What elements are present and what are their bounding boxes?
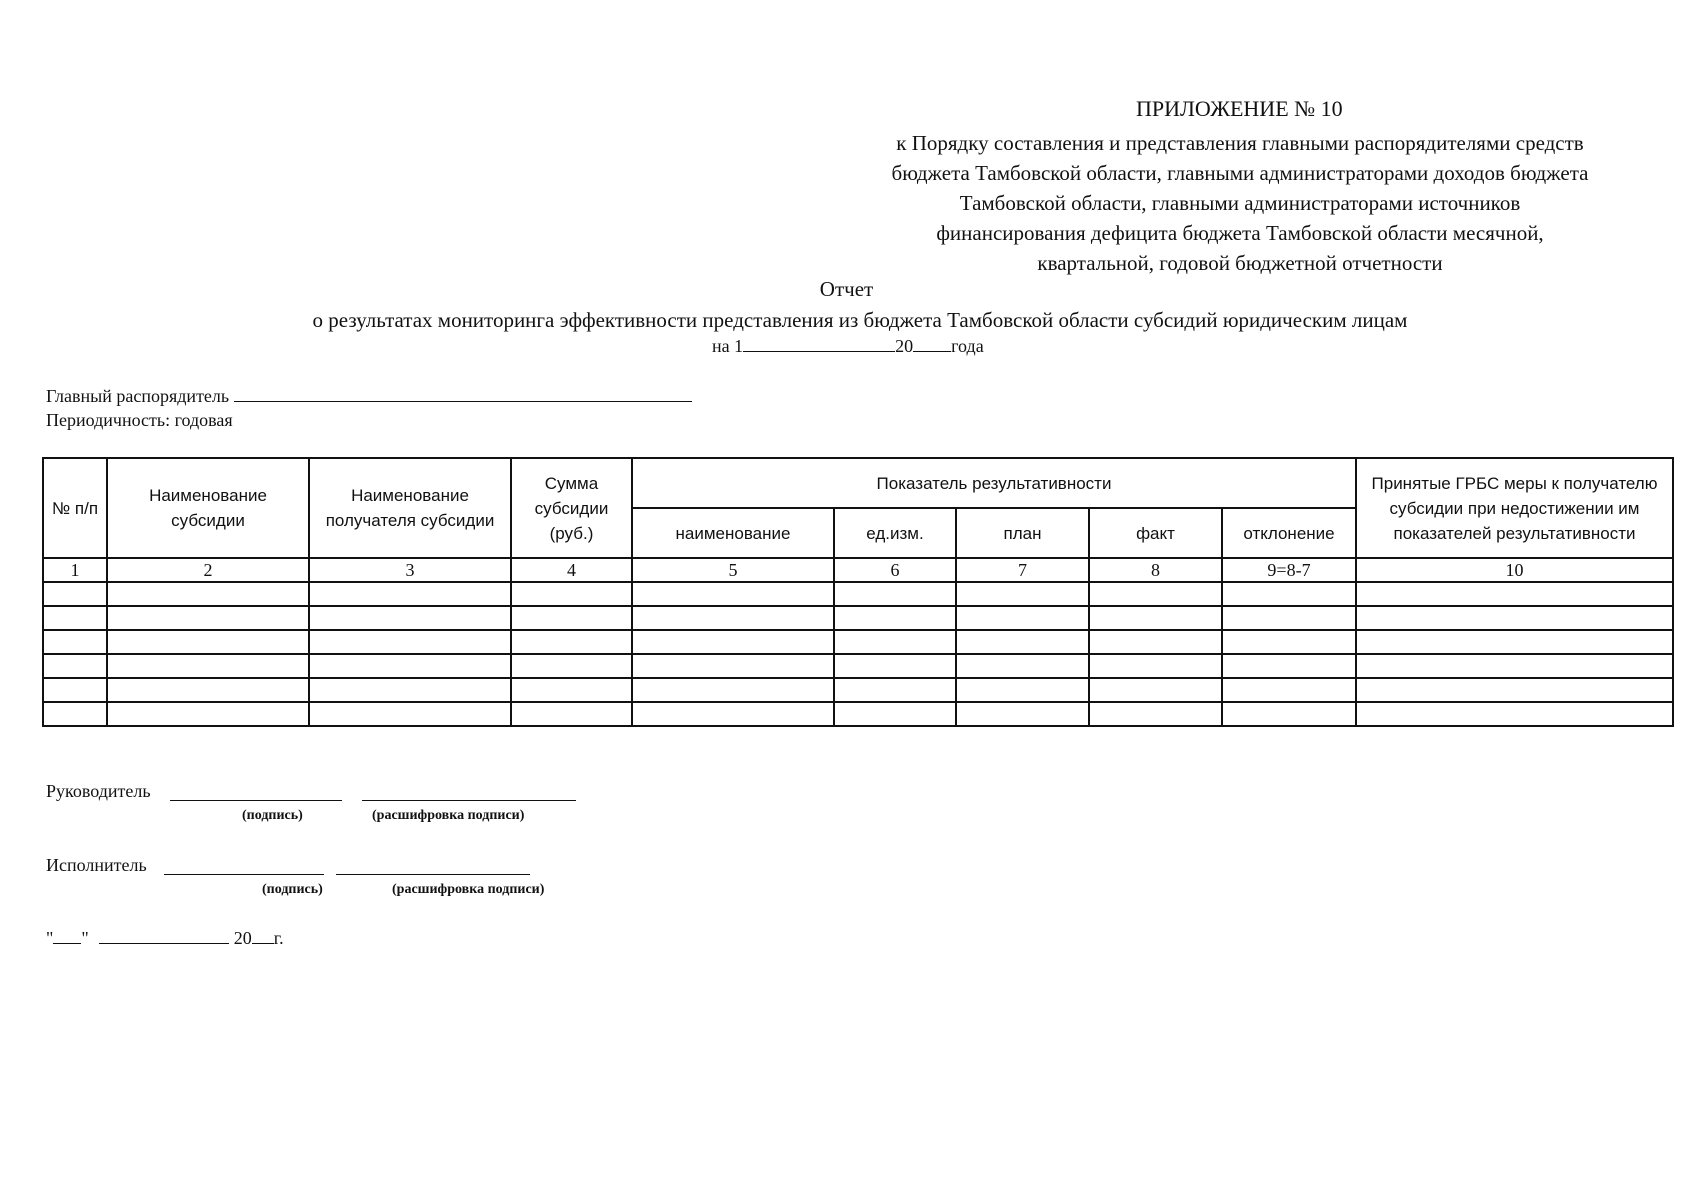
header-deviation: отклонение	[1222, 508, 1356, 558]
table-body	[43, 582, 1673, 726]
table-cell[interactable]	[1089, 630, 1222, 654]
table-row	[43, 582, 1673, 606]
table-cell[interactable]	[43, 702, 107, 726]
report-table	[42, 457, 1674, 727]
table-cell[interactable]	[107, 654, 309, 678]
table-row	[43, 654, 1673, 678]
column-number: 4	[511, 558, 632, 582]
table-cell[interactable]	[511, 582, 632, 606]
table-cell[interactable]	[1222, 702, 1356, 726]
date-year-field[interactable]	[913, 336, 951, 352]
table-row	[43, 702, 1673, 726]
column-number: 8	[1089, 558, 1222, 582]
header-unit: ед.изм.	[834, 508, 956, 558]
header-plan: план	[956, 508, 1089, 558]
head-signature-field[interactable]	[170, 800, 342, 801]
executor-signature-field[interactable]	[164, 874, 324, 875]
annex-line: к Порядку составления и представления главными распорядителями средств	[896, 131, 1584, 155]
table-cell[interactable]	[956, 702, 1089, 726]
table-cell[interactable]	[632, 678, 834, 702]
table-cell[interactable]	[43, 582, 107, 606]
table-cell[interactable]	[632, 630, 834, 654]
table-cell[interactable]	[43, 606, 107, 630]
table-cell[interactable]	[1356, 630, 1673, 654]
main-manager-label: Главный распорядитель	[46, 386, 230, 406]
date-year: 20	[233, 928, 252, 948]
table-cell[interactable]	[1089, 582, 1222, 606]
table-cell[interactable]	[43, 678, 107, 702]
column-number: 3	[309, 558, 511, 582]
table-cell[interactable]	[956, 606, 1089, 630]
table-cell[interactable]	[1356, 654, 1673, 678]
table-cell[interactable]	[1222, 606, 1356, 630]
report-date-suffix: года	[951, 336, 984, 356]
table-cell[interactable]	[956, 678, 1089, 702]
table-cell[interactable]	[834, 702, 956, 726]
table-cell[interactable]	[632, 606, 834, 630]
table-cell[interactable]	[834, 582, 956, 606]
table-cell[interactable]	[511, 606, 632, 630]
table-cell[interactable]	[107, 630, 309, 654]
table-cell[interactable]	[1089, 654, 1222, 678]
table-cell[interactable]	[1089, 702, 1222, 726]
executor-decode-caption: (расшифровка подписи)	[392, 882, 545, 897]
date-line	[46, 928, 284, 949]
periodicity: Периодичность: годовая	[46, 410, 233, 430]
table-cell[interactable]	[511, 654, 632, 678]
table-cell[interactable]	[1356, 606, 1673, 630]
header-measures: Принятые ГРБС меры к получателю субсидии при недостижении им показателей результативности	[1356, 458, 1673, 558]
table-cell[interactable]	[632, 702, 834, 726]
table-cell[interactable]	[309, 702, 511, 726]
table-cell[interactable]	[1356, 678, 1673, 702]
table-cell[interactable]	[1089, 606, 1222, 630]
header-recipient-name: Наименование получателя субсидии	[309, 458, 511, 558]
table-row	[43, 630, 1673, 654]
table-cell[interactable]	[834, 654, 956, 678]
date-day-field[interactable]	[53, 928, 81, 944]
table-cell[interactable]	[1089, 678, 1222, 702]
table-cell[interactable]	[43, 654, 107, 678]
column-number: 7	[956, 558, 1089, 582]
table-cell[interactable]	[956, 630, 1089, 654]
report-title: Отчет	[819, 277, 874, 301]
head-label: Руководитель	[46, 781, 151, 801]
table-cell[interactable]	[107, 702, 309, 726]
column-number: 1	[43, 558, 107, 582]
table-cell[interactable]	[107, 582, 309, 606]
header-indicator-name: наименование	[632, 508, 834, 558]
executor-sign-caption: (подпись)	[262, 882, 323, 897]
table-cell[interactable]	[43, 630, 107, 654]
header-fact: факт	[1089, 508, 1222, 558]
table-cell[interactable]	[632, 582, 834, 606]
table-row	[43, 606, 1673, 630]
table-cell[interactable]	[834, 606, 956, 630]
table-cell[interactable]	[1222, 582, 1356, 606]
annex-title: ПРИЛОЖЕНИЕ № 10	[1136, 96, 1343, 121]
table-cell[interactable]	[632, 654, 834, 678]
date-year-field[interactable]	[252, 928, 274, 944]
annex-line: бюджета Тамбовской области, главными администраторами доходов бюджета	[891, 161, 1589, 185]
main-manager-line	[46, 386, 692, 407]
header-indicator: Показатель результативности	[632, 458, 1356, 508]
date-day-month-field[interactable]	[743, 336, 895, 352]
quote-close: "	[81, 928, 89, 948]
table-cell[interactable]	[511, 630, 632, 654]
header-amount: Сумма субсидии (руб.)	[511, 458, 632, 558]
header-num: № п/п	[43, 458, 107, 558]
table-cell[interactable]	[956, 654, 1089, 678]
annex-line: квартальной, годовой бюджетной отчетности	[1037, 251, 1443, 275]
table-cell[interactable]	[956, 582, 1089, 606]
executor-label: Исполнитель	[46, 855, 147, 875]
table-cell[interactable]	[834, 630, 956, 654]
table-row	[43, 678, 1673, 702]
report-subtitle: о результатах мониторинга эффективности представления из бюджета Тамбовской области субсидий юридическим лицам	[312, 308, 1408, 332]
head-decode-field[interactable]	[362, 800, 576, 801]
table-cell[interactable]	[1222, 630, 1356, 654]
header-subsidy-name: Наименование субсидии	[107, 458, 309, 558]
report-date	[712, 336, 984, 357]
annex-line: финансирования дефицита бюджета Тамбовской области месячной,	[936, 221, 1544, 245]
head-decode-caption: (расшифровка подписи)	[372, 808, 525, 823]
quote-open: "	[46, 928, 54, 948]
table-cell[interactable]	[309, 582, 511, 606]
date-month-field[interactable]	[99, 928, 229, 944]
table-cell[interactable]	[1222, 678, 1356, 702]
table-cell[interactable]	[511, 702, 632, 726]
table-cell[interactable]	[1356, 702, 1673, 726]
annex-line: Тамбовской области, главными администраторами источников	[959, 191, 1521, 215]
table-cell[interactable]	[309, 630, 511, 654]
table-cell[interactable]	[107, 606, 309, 630]
table-cell[interactable]	[1222, 654, 1356, 678]
date-suffix: г.	[273, 928, 284, 948]
table-cell[interactable]	[511, 678, 632, 702]
annex-description	[820, 128, 1660, 278]
column-number: 5	[632, 558, 834, 582]
column-number: 2	[107, 558, 309, 582]
table-cell[interactable]	[309, 654, 511, 678]
table-cell[interactable]	[1356, 582, 1673, 606]
report-date-year: 20	[895, 336, 914, 356]
table-cell[interactable]	[309, 678, 511, 702]
table-cell[interactable]	[834, 678, 956, 702]
column-number: 9=8-7	[1222, 558, 1356, 582]
column-number-row	[43, 558, 1673, 582]
table-cell[interactable]	[107, 678, 309, 702]
head-sign-caption: (подпись)	[242, 808, 303, 823]
column-number: 6	[834, 558, 956, 582]
column-number: 10	[1356, 558, 1673, 582]
report-date-prefix: на 1	[712, 336, 744, 356]
table-cell[interactable]	[309, 606, 511, 630]
main-manager-field[interactable]	[234, 386, 692, 402]
executor-decode-field[interactable]	[336, 874, 530, 875]
